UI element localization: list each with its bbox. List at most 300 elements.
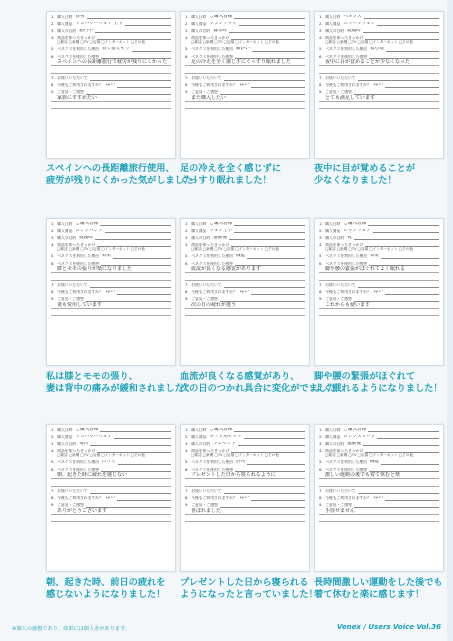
survey-question: 2．購入商品 <box>319 434 341 439</box>
survey-question-row <box>181 15 309 20</box>
handwritten-comment: また購入したい <box>185 95 305 102</box>
survey-question: 6．ベネクスを使用した感想 <box>185 54 233 59</box>
answer-product: リカバリーウェア 上下 <box>75 21 123 26</box>
survey-question: 8．今後もご利用されますか？ <box>319 83 371 88</box>
answer-line <box>368 222 439 227</box>
survey-question: 1．購入日時 <box>185 14 207 19</box>
answer-purpose: プレゼント <box>213 441 236 446</box>
answer-line <box>90 76 171 81</box>
survey-question: 3．購入の目的 <box>319 441 345 446</box>
answer-line <box>234 15 305 20</box>
answer-continue: はい <box>105 290 115 295</box>
answer-line <box>117 290 171 295</box>
answer-line <box>252 47 305 52</box>
answer-line <box>386 47 439 52</box>
survey-question-row <box>47 435 175 440</box>
answer-line <box>377 22 439 27</box>
brand-footer: Venex / Users Voice Vol.36 <box>337 623 441 631</box>
survey-question: 7．お使いいただいて <box>51 76 88 81</box>
survey-question-row <box>181 229 309 234</box>
answer-line <box>95 236 171 241</box>
survey-question: 3．購入の目的 <box>319 28 345 33</box>
answer-line <box>224 489 305 494</box>
survey-question-row <box>315 489 443 494</box>
handwritten-comment: とても満足しています <box>319 95 439 102</box>
answer-name: ご購入者様 <box>75 427 99 432</box>
survey-question-row <box>181 290 309 295</box>
survey-question-row <box>315 283 443 288</box>
answer-line <box>117 83 171 88</box>
survey-question: 5．ベネクスを利用した理由 <box>51 460 99 465</box>
survey-question: 4．商品を知ったきっかけ <box>51 242 96 247</box>
disclaimer-note: ※個人の感想であり、効果には個人差があります。 <box>12 626 131 632</box>
survey-question-row <box>181 222 309 227</box>
answer-line <box>354 503 439 508</box>
testimonial-caption: 朝、起きた時、前日の疲れを 感じないようになりました！ <box>46 577 166 600</box>
survey-question: 3．購入の目的 <box>185 28 211 33</box>
survey-question: 7．お使いいただいて <box>319 283 356 288</box>
survey-question: 8．今後もご利用されますか？ <box>51 290 103 295</box>
survey-question: 6．ベネクスを使用した感想 <box>185 467 233 472</box>
survey-question: 9．ご意見・ご感想 <box>51 90 84 95</box>
survey-question: 2．購入商品 <box>51 434 73 439</box>
survey-question-row <box>47 254 175 259</box>
answer-line <box>229 29 305 34</box>
survey-question-row <box>315 435 443 440</box>
answer-line <box>118 460 171 465</box>
survey-question: 9．ご意見・ご感想 <box>319 503 352 508</box>
answer-line <box>239 22 305 27</box>
survey-question-row <box>181 428 309 433</box>
handwritten-comment-line <box>185 309 305 316</box>
survey-question-row <box>315 428 443 433</box>
survey-question-row <box>181 283 309 288</box>
handwritten-comment-line <box>319 102 439 109</box>
survey-question: 4．商品を知ったきっかけ <box>185 448 230 453</box>
survey-question: 1．購入日時 <box>319 221 341 226</box>
testimonial-caption: 長時間激しい運動をした後でも 着て休むと楽に感じます！ <box>314 577 443 600</box>
survey-question-row <box>47 229 175 234</box>
answer-purpose: 就寝時 <box>347 28 361 33</box>
answer-line <box>363 442 439 447</box>
checkbox-options: □雑誌 □新聞 □TV □店頭 □インターネット □その他 <box>57 453 145 458</box>
survey-question-row <box>47 428 175 433</box>
answer-reason: 効果 <box>101 254 112 259</box>
answer-line <box>358 76 439 81</box>
survey-question: 6．ベネクスを使用した感想 <box>319 54 367 59</box>
survey-question: 6．ベネクスを使用した感想 <box>51 261 99 266</box>
answer-line <box>373 229 439 234</box>
survey-question: 2．購入商品 <box>51 21 73 26</box>
answer-line <box>114 435 171 440</box>
survey-question-row <box>315 83 443 88</box>
survey-question-row <box>47 442 175 447</box>
handwritten-comment: ありがとうございます <box>51 508 171 515</box>
answer-line <box>87 15 171 20</box>
survey-question-row <box>315 229 443 234</box>
survey-question: 5．ベネクスを利用した理由 <box>51 47 99 52</box>
survey-question: 4．商品を知ったきっかけ <box>185 242 230 247</box>
survey-question: 2．購入商品 <box>185 434 207 439</box>
survey-question-row <box>47 22 175 27</box>
answer-continue: はい <box>239 496 249 501</box>
answer-line <box>224 76 305 81</box>
answer-line <box>234 222 305 227</box>
answer-reason: 長く使えそう <box>101 47 130 52</box>
testimonial-caption: スペインへの長距離旅行使用、 疲労が残りにくかった気がしました！ <box>46 163 203 186</box>
testimonial-caption: 夜中に目が覚めることが 少なくなりました！ <box>314 163 416 186</box>
survey-question-row <box>47 83 175 88</box>
answer-line <box>251 496 305 501</box>
checkbox-options: □雑誌 □新聞 □TV □店頭 □インターネット □その他 <box>325 247 413 252</box>
answer-line <box>234 428 305 433</box>
survey-card <box>180 424 310 572</box>
survey-card <box>314 11 444 159</box>
handwritten-comment-line <box>51 479 171 486</box>
handwritten-comment: 喜ばれました <box>185 508 305 515</box>
survey-question: 5．ベネクスを利用した理由 <box>185 47 233 52</box>
answer-line <box>385 290 439 295</box>
answer-line <box>86 90 171 95</box>
checkbox-options: □雑誌 □新聞 □TV □店頭 □インターネット □その他 <box>325 453 413 458</box>
survey-question: 8．今後もご利用されますか？ <box>185 290 237 295</box>
survey-card <box>46 424 176 572</box>
answer-name: ご購入者様 <box>209 14 233 19</box>
survey-question: 1．購入日時 <box>51 427 73 432</box>
answer-line <box>132 47 171 52</box>
survey-question: 5．ベネクスを利用した理由 <box>185 460 233 465</box>
checkbox-options: □雑誌 □新聞 □TV □店頭 □インターネット □その他 <box>191 40 279 45</box>
survey-question: 3．購入の目的 <box>185 235 211 240</box>
answer-name: ベネクス <box>343 14 362 19</box>
survey-question: 8．今後もご利用されますか？ <box>51 496 103 501</box>
survey-question-row <box>181 460 309 465</box>
handwritten-comment: 膝とモモの張りが楽になりました <box>51 266 171 273</box>
handwritten-comment-line <box>185 102 305 109</box>
survey-question: 8．今後もご利用されますか？ <box>319 496 371 501</box>
survey-question-row <box>315 496 443 501</box>
answer-reason: 効果 <box>369 254 380 259</box>
answer-line <box>90 283 171 288</box>
survey-question-row <box>181 83 309 88</box>
answer-continue: はい <box>105 83 115 88</box>
answer-product: ブランケット <box>209 21 237 26</box>
answer-purpose: 毎日 <box>79 441 89 446</box>
checkbox-options: □雑誌 □新聞 □TV □店頭 □インターネット □その他 <box>191 247 279 252</box>
handwritten-comment: スペインへの長距離旅行で疲労が残りにくかった <box>51 59 171 66</box>
survey-question: 9．ご意見・ご感想 <box>51 297 84 302</box>
survey-question: 3．購入の目的 <box>319 235 345 240</box>
survey-question: 7．お使いいただいて <box>51 489 88 494</box>
handwritten-comment: 激しい運動の後でも着て休むと楽 <box>319 472 439 479</box>
answer-name: ご購入者様 <box>343 427 367 432</box>
answer-line <box>224 283 305 288</box>
handwritten-comment-line <box>319 273 439 280</box>
answer-reason: 暖かい <box>235 47 250 52</box>
answer-line <box>368 428 439 433</box>
survey-question: 7．お使いいただいて <box>185 76 222 81</box>
survey-question-row <box>181 76 309 81</box>
answer-line <box>244 435 305 440</box>
checkbox-options: □雑誌 □新聞 □TV □店頭 □インターネット □その他 <box>325 40 413 45</box>
survey-question-row <box>47 47 175 52</box>
survey-question-row <box>315 442 443 447</box>
answer-name: ご購入者様 <box>209 221 233 226</box>
handwritten-comment-line <box>319 66 439 73</box>
answer-name: 春男 <box>75 14 85 19</box>
handwritten-comment-line <box>51 66 171 73</box>
survey-question: 6．ベネクスを使用した感想 <box>319 261 367 266</box>
answer-purpose: 就寝時 <box>79 235 93 240</box>
survey-question: 1．購入日時 <box>319 14 341 19</box>
survey-question: 5．ベネクスを利用した理由 <box>319 47 367 52</box>
survey-question-row <box>315 222 443 227</box>
survey-question-row <box>181 22 309 27</box>
answer-reason: 口コミ <box>101 460 116 465</box>
survey-question-row <box>315 47 443 52</box>
handwritten-comment-line <box>51 273 171 280</box>
testimonial-caption: 足の冷えを全く感じずに ぐっすり眠れました！ <box>180 163 282 186</box>
survey-question: 4．商品を知ったきっかけ <box>185 35 230 40</box>
answer-purpose: 旅行中 <box>79 28 93 33</box>
survey-question-row <box>315 460 443 465</box>
answer-line <box>125 22 171 27</box>
testimonial-caption: 私は膝とモモの張り、 妻は背中の痛みが緩和されました！ <box>46 371 193 394</box>
survey-question: 3．購入の目的 <box>185 441 211 446</box>
survey-question-row <box>181 489 309 494</box>
survey-question: 2．購入商品 <box>319 228 341 233</box>
survey-question: 9．ご意見・ご感想 <box>185 297 218 302</box>
survey-question-row <box>47 489 175 494</box>
handwritten-comment-line <box>185 273 305 280</box>
testimonial-caption: 血流が良くなる感覚があり、 次の日のつかれ具合に変化がでました！ <box>180 371 346 394</box>
handwritten-comment: 朝、起きた時に疲れを感じない <box>51 472 171 479</box>
handwritten-comment: 妻も愛用しています <box>51 302 171 309</box>
answer-line <box>251 290 305 295</box>
handwritten-comment: 血流が良くなる感覚があります <box>185 266 305 273</box>
handwritten-comment-line <box>51 309 171 316</box>
answer-line <box>385 496 439 501</box>
survey-question: 5．ベネクスを利用した理由 <box>185 254 233 259</box>
survey-question: 9．ご意見・ご感想 <box>185 503 218 508</box>
survey-question-row <box>181 47 309 52</box>
survey-question-row <box>315 254 443 259</box>
survey-question: 2．購入商品 <box>319 21 341 26</box>
survey-question-row <box>315 236 443 241</box>
survey-question-row <box>181 496 309 501</box>
answer-line <box>354 236 439 241</box>
checkbox-options: □雑誌 □新聞 □TV □店頭 □インターネット □その他 <box>57 247 145 252</box>
testimonial-caption: プレゼントした日から寝られる ようになったと言っていました！ <box>180 577 318 600</box>
handwritten-comment-line <box>185 66 305 73</box>
survey-question: 9．ご意見・ご感想 <box>185 90 218 95</box>
survey-question-row <box>47 76 175 81</box>
survey-question: 6．ベネクスを使用した感想 <box>185 261 233 266</box>
answer-continue: はい <box>373 83 383 88</box>
answer-line <box>95 29 171 34</box>
survey-question: 3．購入の目的 <box>51 28 77 33</box>
handwritten-comment-line <box>51 515 171 522</box>
survey-question-row <box>47 283 175 288</box>
survey-card <box>46 11 176 159</box>
answer-line <box>251 83 305 88</box>
survey-question: 4．商品を知ったきっかけ <box>51 448 96 453</box>
answer-continue: はい <box>239 83 249 88</box>
handwritten-comment-line <box>319 479 439 486</box>
answer-line <box>234 229 305 234</box>
answer-continue: はい <box>373 496 383 501</box>
survey-question-row <box>47 236 175 241</box>
answer-line <box>247 460 305 465</box>
survey-question-row <box>181 236 309 241</box>
handwritten-comment-line <box>185 479 305 486</box>
survey-question: 9．ご意見・ご感想 <box>51 503 84 508</box>
survey-question-row <box>315 76 443 81</box>
answer-line <box>381 254 439 259</box>
handwritten-comment: 足の冷えを全く感じずにぐっすり眠れました <box>185 59 305 66</box>
answer-name: ご購入者様 <box>343 221 367 226</box>
handwritten-comment: 脚や腰の緊張がほぐれてよく眠れる <box>319 266 439 273</box>
survey-question: 7．お使いいただいて <box>185 489 222 494</box>
checkbox-options: □雑誌 □新聞 □TV □店頭 □インターネット □その他 <box>191 453 279 458</box>
survey-question: 4．商品を知ったきっかけ <box>51 35 96 40</box>
survey-question-row <box>47 15 175 20</box>
handwritten-comment-line <box>319 515 439 522</box>
survey-card <box>180 218 310 366</box>
handwritten-comment-line <box>319 309 439 316</box>
answer-name: ご購入者様 <box>209 427 233 432</box>
survey-question: 2．購入商品 <box>185 21 207 26</box>
survey-question-row <box>315 15 443 20</box>
page-edge-tab <box>447 0 453 641</box>
answer-line <box>220 503 305 508</box>
answer-product: スリープウェア <box>343 21 376 26</box>
answer-line <box>90 442 171 447</box>
answer-line <box>100 428 171 433</box>
answer-product: リカバリーウェア <box>75 434 112 439</box>
answer-reason: 評判 <box>235 460 246 465</box>
answer-product: ロングパンツ <box>75 228 103 233</box>
survey-question: 1．購入日時 <box>185 427 207 432</box>
answer-line <box>385 83 439 88</box>
handwritten-comment: これからも使います <box>319 302 439 309</box>
survey-question: 7．お使いいただいて <box>51 283 88 288</box>
answer-line <box>363 29 439 34</box>
answer-product: ギフト用セット <box>209 434 242 439</box>
survey-question: 6．ベネクスを使用した感想 <box>319 467 367 472</box>
survey-question: 7．お使いいただいて <box>319 489 356 494</box>
survey-question: 2．購入商品 <box>185 228 207 233</box>
answer-line <box>247 254 305 259</box>
survey-question-row <box>47 496 175 501</box>
survey-question: 3．購入の目的 <box>51 235 77 240</box>
survey-question-row <box>315 29 443 34</box>
survey-question: 5．ベネクスを利用した理由 <box>319 254 367 259</box>
survey-question-row <box>181 442 309 447</box>
answer-product: レッグウェア <box>343 228 371 233</box>
answer-line <box>105 229 171 234</box>
answer-continue: はい <box>373 290 383 295</box>
answer-continue: はい <box>105 496 115 501</box>
survey-question: 4．商品を知ったきっかけ <box>319 35 364 40</box>
survey-question-row <box>47 290 175 295</box>
testimonial-caption: 脚や腰の緊張がほぐれて よく眠れるようになりました！ <box>314 371 443 394</box>
survey-question: 6．ベネクスを使用した感想 <box>51 467 99 472</box>
survey-question-row <box>315 290 443 295</box>
survey-question: 8．今後もご利用されますか？ <box>51 83 103 88</box>
survey-question: 8．今後もご利用されますか？ <box>185 496 237 501</box>
answer-continue: はい <box>239 290 249 295</box>
survey-question: 9．ご意見・ご感想 <box>319 90 352 95</box>
survey-question: 1．購入日時 <box>185 221 207 226</box>
survey-question: 6．ベネクスを使用した感想 <box>51 54 99 59</box>
answer-product: ロングスリーブ <box>343 434 376 439</box>
survey-question-row <box>181 435 309 440</box>
answer-line <box>358 489 439 494</box>
answer-line <box>238 442 305 447</box>
survey-question-row <box>181 29 309 34</box>
survey-question-row <box>315 22 443 27</box>
answer-purpose: 運動後 <box>213 235 227 240</box>
answer-line <box>381 460 439 465</box>
survey-question: 1．購入日時 <box>319 427 341 432</box>
survey-question-row <box>47 29 175 34</box>
answer-purpose: 寝る時 <box>213 28 227 33</box>
answer-reason: 着心地 <box>369 47 384 52</box>
answer-line <box>117 496 171 501</box>
answer-purpose: 運動後 <box>347 441 361 446</box>
handwritten-comment: 次の日の疲れが違う <box>185 302 305 309</box>
survey-card <box>314 424 444 572</box>
survey-question: 5．ベネクスを利用した理由 <box>319 460 367 465</box>
handwritten-comment: 手放せません <box>319 508 439 515</box>
answer-line <box>364 15 439 20</box>
handwritten-comment: プレゼントした日から寝られるように <box>185 472 305 479</box>
survey-question-row <box>181 254 309 259</box>
survey-question: 8．今後もご利用されますか？ <box>319 290 371 295</box>
answer-line <box>90 489 171 494</box>
checkbox-options: □雑誌 □新聞 □TV □店頭 □インターネット □その他 <box>57 40 145 45</box>
survey-card <box>46 218 176 366</box>
survey-question: 7．お使いいただいて <box>319 76 356 81</box>
answer-line <box>220 90 305 95</box>
handwritten-comment-line <box>185 515 305 522</box>
answer-line <box>100 222 171 227</box>
answer-line <box>113 254 171 259</box>
answer-line <box>358 283 439 288</box>
answer-line <box>377 435 439 440</box>
answer-reason: 機能 <box>369 460 380 465</box>
answer-purpose: 夜 <box>347 235 352 240</box>
survey-question: 8．今後もご利用されますか？ <box>185 83 237 88</box>
handwritten-comment: 家族にすすめたい <box>51 95 171 102</box>
survey-question: 1．購入日時 <box>51 221 73 226</box>
survey-question: 2．購入商品 <box>51 228 73 233</box>
answer-reason: 機能 <box>235 254 246 259</box>
survey-card <box>314 218 444 366</box>
survey-question-row <box>47 222 175 227</box>
survey-question: 4．商品を知ったきっかけ <box>319 242 364 247</box>
survey-question: 7．お使いいただいて <box>185 283 222 288</box>
answer-product: ウェア上下 <box>209 228 233 233</box>
survey-question: 5．ベネクスを利用した理由 <box>51 254 99 259</box>
survey-question-row <box>47 460 175 465</box>
answer-name: ご購入者様 <box>75 221 99 226</box>
survey-question: 3．購入の目的 <box>51 441 77 446</box>
survey-question: 1．購入日時 <box>51 14 73 19</box>
handwritten-comment-line <box>51 102 171 109</box>
handwritten-comment: 夜中に目が覚めることが少なくなった <box>319 59 439 66</box>
